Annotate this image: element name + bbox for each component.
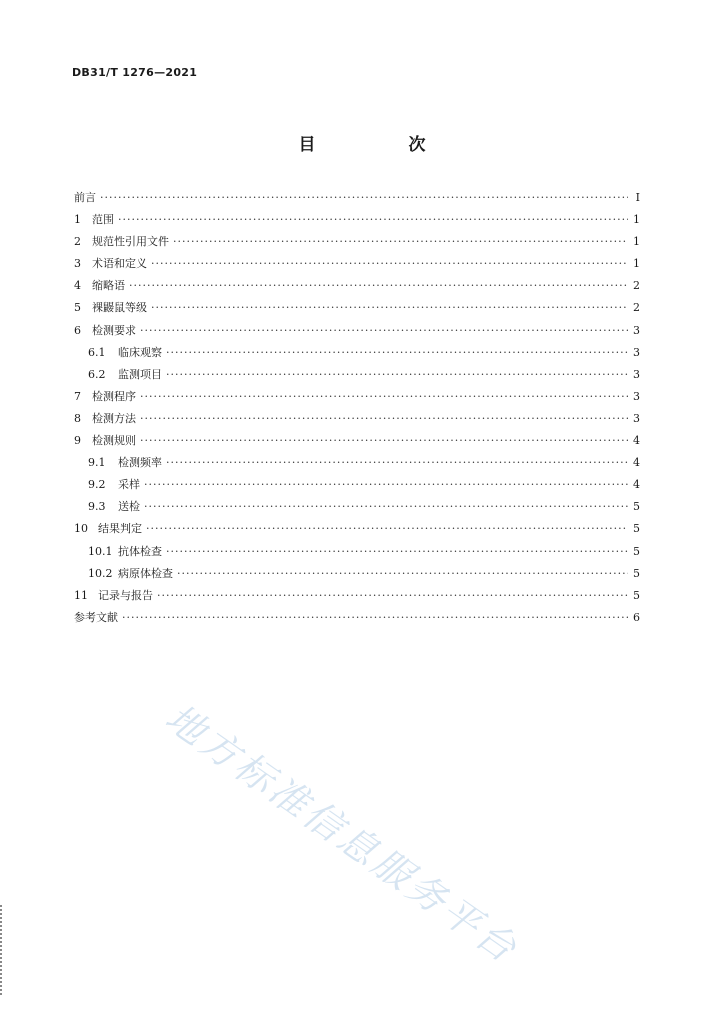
- toc-entry[interactable]: [74, 454, 640, 476]
- toc-entry[interactable]: [74, 277, 640, 299]
- toc-entry[interactable]: [74, 366, 640, 388]
- dot-leader: [177, 567, 628, 580]
- toc-entry[interactable]: [74, 189, 640, 211]
- toc-entry-number: 1: [74, 213, 81, 227]
- toc-entry-label: 裸鼹鼠等级: [92, 301, 147, 315]
- toc-entry-number: 2: [74, 235, 81, 249]
- standard-code: DB31/T 1276—2021: [72, 66, 198, 79]
- toc-entry-number: 7: [74, 389, 81, 403]
- toc-entry-page: 3: [633, 345, 640, 359]
- toc-entry-page: 4: [633, 434, 640, 448]
- toc-entry-label: 送检: [118, 500, 140, 514]
- toc-entry[interactable]: [74, 322, 640, 344]
- toc-entry-page: 5: [633, 522, 640, 536]
- dot-leader: [166, 368, 628, 381]
- toc-entry[interactable]: [74, 520, 640, 542]
- toc-entry-number: 9: [74, 434, 81, 448]
- toc-entry-label: 结果判定: [98, 522, 142, 536]
- toc-entry-page: 1: [633, 213, 640, 227]
- toc-entry-number: 11: [74, 588, 88, 602]
- toc-entry[interactable]: [74, 476, 640, 498]
- toc-entry[interactable]: [74, 432, 640, 454]
- toc-entry-number: 9.3: [88, 500, 106, 514]
- toc-entry-number: 6.1: [88, 345, 106, 359]
- toc-entry-label: 范围: [92, 213, 114, 227]
- toc-entry-page: Ⅰ: [635, 191, 640, 204]
- toc-entry-label: 术语和定义: [92, 257, 147, 271]
- toc-entry-page: 3: [633, 411, 640, 425]
- toc-entry-label: 前言: [74, 191, 96, 204]
- toc-entry-number: 9.2: [88, 478, 106, 492]
- dot-leader: [140, 434, 628, 447]
- dot-leader: [140, 390, 628, 403]
- dot-leader: [129, 279, 628, 292]
- toc-entry-page: 3: [633, 367, 640, 381]
- binding-edge-marks: [0, 905, 6, 995]
- toc-entry-number: 10.1: [88, 544, 113, 558]
- toc-entry-label: 参考文献: [74, 610, 118, 624]
- page-title: 目 次: [298, 135, 464, 155]
- toc-entry-number: 9.1: [88, 456, 106, 470]
- toc-entry-label: 缩略语: [92, 279, 125, 293]
- toc-entry-label: 检测规则: [92, 434, 136, 448]
- toc-entry-page: 5: [633, 544, 640, 558]
- dot-leader: [166, 456, 628, 469]
- toc-entry[interactable]: [74, 299, 640, 321]
- toc-entry-label: 检测程序: [92, 389, 136, 403]
- toc-entry[interactable]: [74, 233, 640, 255]
- toc-entry-label: 记录与报告: [98, 588, 153, 602]
- toc-entry-number: 6: [74, 323, 81, 337]
- toc-entry-number: 8: [74, 411, 81, 425]
- toc-entry-page: 2: [633, 279, 640, 293]
- toc-entry[interactable]: [74, 565, 640, 587]
- toc-entry-page: 4: [633, 478, 640, 492]
- toc-entry-label: 临床观察: [118, 345, 162, 359]
- toc-entry-label: 检测方法: [92, 411, 136, 425]
- toc-entry-label: 检测要求: [92, 323, 136, 337]
- toc-entry-page: 5: [633, 500, 640, 514]
- toc-entry-page: 5: [633, 588, 640, 602]
- toc-entry-number: 6.2: [88, 367, 106, 381]
- toc-entry[interactable]: [74, 344, 640, 366]
- toc-entry[interactable]: [74, 410, 640, 432]
- dot-leader: [157, 589, 628, 602]
- dot-leader: [118, 213, 628, 226]
- dot-leader: [151, 257, 628, 270]
- toc-entry[interactable]: [74, 498, 640, 520]
- dot-leader: [100, 191, 628, 204]
- toc-entry-label: 检测频率: [118, 456, 162, 470]
- dot-leader: [144, 478, 628, 491]
- toc-entry-label: 抗体检查: [118, 544, 162, 558]
- dot-leader: [173, 235, 628, 248]
- toc-entry-page: 1: [633, 235, 640, 249]
- toc-entry[interactable]: [74, 388, 640, 410]
- dot-leader: [144, 500, 628, 513]
- dot-leader: [166, 346, 628, 359]
- table-of-contents: [74, 189, 640, 631]
- dot-leader: [140, 412, 628, 425]
- toc-entry-page: 3: [633, 389, 640, 403]
- toc-entry-label: 规范性引用文件: [92, 235, 169, 249]
- toc-entry-page: 1: [633, 257, 640, 271]
- toc-entry-page: 3: [633, 323, 640, 337]
- toc-entry-page: 4: [633, 456, 640, 470]
- toc-entry-label: 监测项目: [118, 367, 162, 381]
- toc-entry-page: 2: [633, 301, 640, 315]
- dot-leader: [146, 522, 628, 535]
- toc-entry-number: 4: [74, 279, 81, 293]
- toc-entry-label: 病原体检查: [118, 566, 173, 580]
- toc-entry[interactable]: [74, 211, 640, 233]
- toc-entry[interactable]: [74, 609, 640, 631]
- toc-entry-number: 3: [74, 257, 81, 271]
- toc-entry[interactable]: [74, 543, 640, 565]
- toc-entry-number: 10.2: [88, 566, 113, 580]
- dot-leader: [122, 611, 628, 624]
- toc-entry[interactable]: [74, 255, 640, 277]
- watermark: 地方标准信息服务平台: [157, 695, 527, 973]
- toc-entry[interactable]: [74, 587, 640, 609]
- toc-entry-label: 采样: [118, 478, 140, 492]
- dot-leader: [140, 324, 628, 337]
- toc-entry-number: 5: [74, 301, 81, 315]
- dot-leader: [166, 545, 628, 558]
- toc-entry-page: 6: [633, 610, 640, 624]
- dot-leader: [151, 301, 628, 314]
- toc-entry-number: 10: [74, 522, 88, 536]
- toc-entry-page: 5: [633, 566, 640, 580]
